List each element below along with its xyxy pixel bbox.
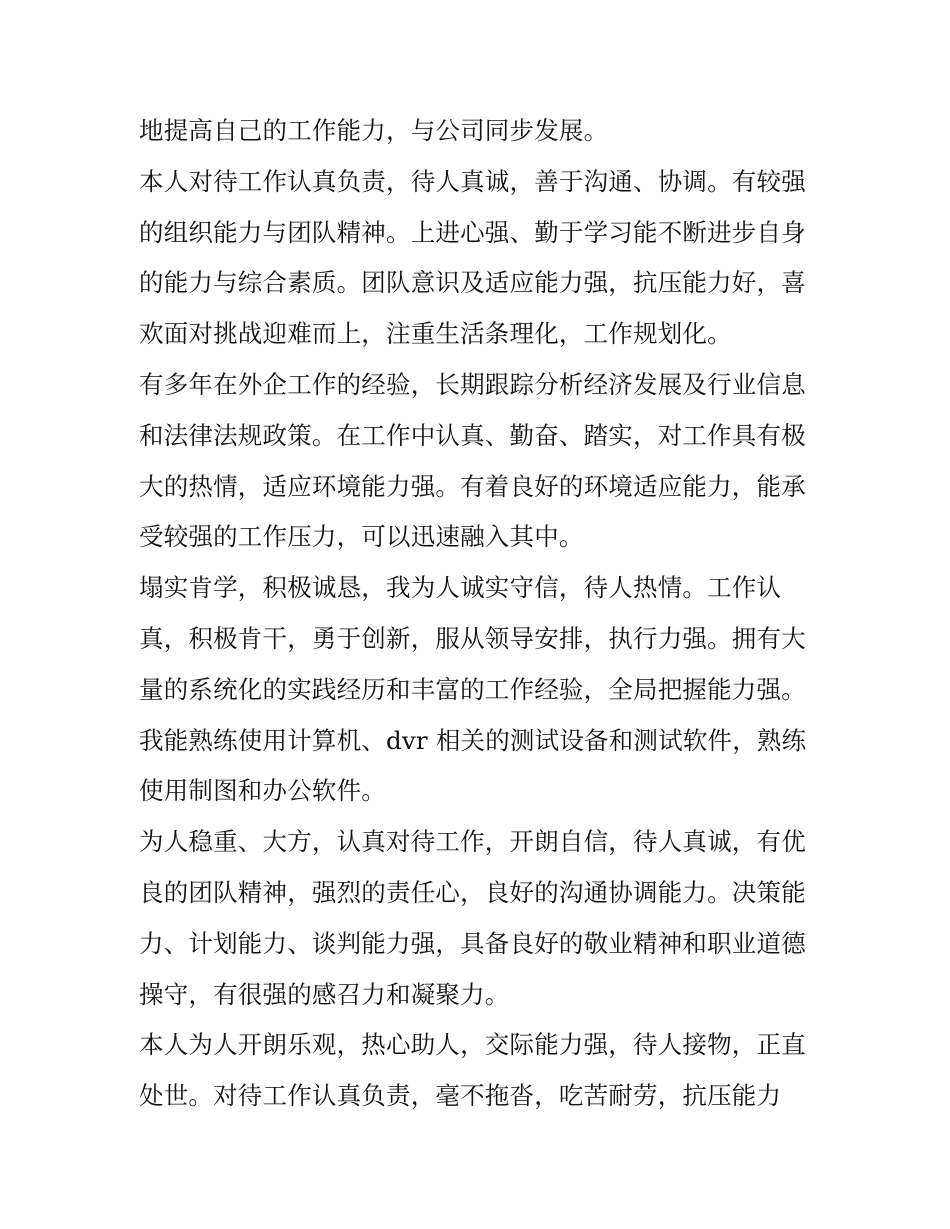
text-line: 操守，有很强的感召力和凝聚力。 (139, 979, 510, 1009)
text-line: 欢面对挑战迎难而上，注重生活条理化，工作规划化。 (139, 319, 732, 349)
text-line: 的组织能力与团队精神。上进心强、勤于学习能不断进步自身 (139, 217, 806, 247)
text-line: 大的热情，适应环境能力强。有着良好的环境适应能力，能承 (139, 471, 806, 501)
text-line: 和法律法规政策。在工作中认真、勤奋、踏实，对工作具有极 (139, 420, 806, 450)
text-line: 量的系统化的实践经历和丰富的工作经验，全局把握能力强。 (139, 674, 806, 704)
text-line: 处世。对待工作认真负责，毫不拖沓，吃苦耐劳，抗压能力 (139, 1081, 782, 1111)
text-line: 真，积极肯干，勇于创新，服从领导安排，执行力强。拥有大 (139, 623, 806, 653)
text-line: 本人为人开朗乐观，热心助人，交际能力强，待人接物，正直 (139, 1030, 806, 1060)
text-line: 力、计划能力、谈判能力强，具备良好的敬业精神和职业道德 (139, 928, 806, 958)
text-line: 地提高自己的工作能力，与公司同步发展。 (139, 116, 609, 145)
text-line: 受较强的工作压力，可以迅速融入其中。 (139, 522, 584, 552)
text-line: 本人对待工作认真负责，待人真诚，善于沟通、协调。有较强 (139, 166, 806, 196)
text-line: 我能熟练使用计算机、dvr 相关的测试设备和测试软件，熟练 (139, 725, 807, 755)
document-body (139, 106, 819, 1122)
text-line: 良的团队精神，强烈的责任心，良好的沟通协调能力。决策能 (139, 877, 806, 907)
text-line: 有多年在外企工作的经验，长期跟踪分析经济发展及行业信息 (139, 369, 806, 399)
text-line: 为人稳重、大方，认真对待工作，开朗自信，待人真诚，有优 (139, 827, 806, 857)
text-line: 的能力与综合素质。团队意识及适应能力强，抗压能力好，喜 (139, 268, 806, 298)
text-line: 使用制图和办公软件。 (139, 776, 386, 806)
text-line: 塌实肯学，积极诚恳，我为人诚实守信，待人热情。工作认 (139, 573, 782, 603)
